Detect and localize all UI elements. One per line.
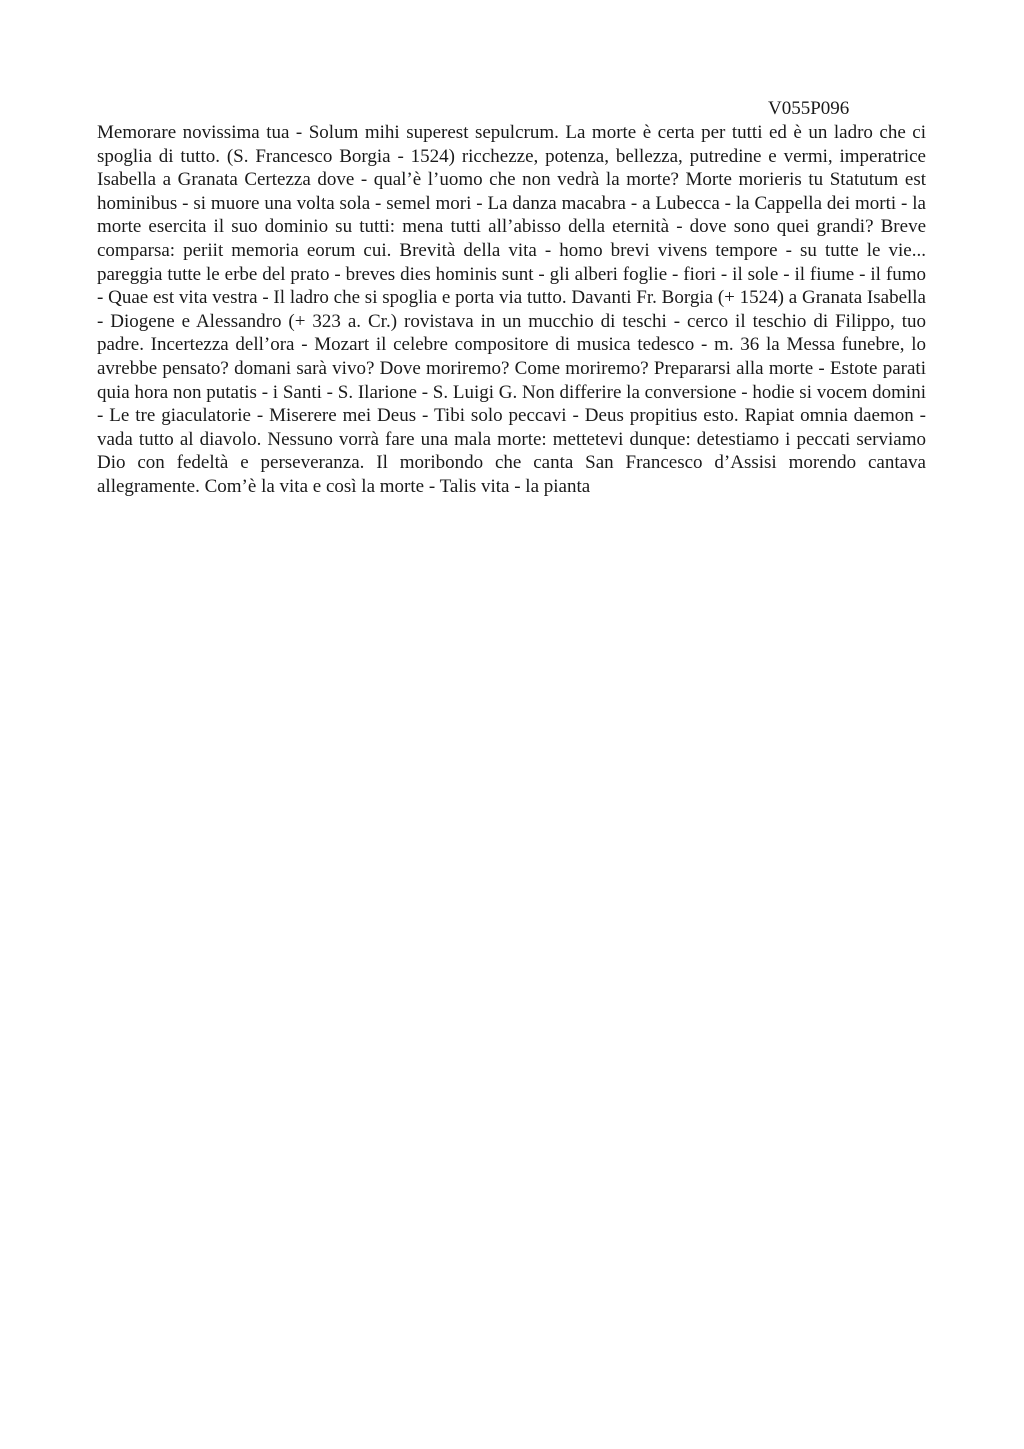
body-paragraph: Memorare novissima tua - Solum mihi superest sepulcrum. La morte è certa per tutti ed è un ladro che ci spoglia di tutto. (S. Francesco Borgia - 1524) ricchezze, potenza, bellezza, putredine e vermi, imperatrice Isabella a Granata Certezza dove - qual’è l’uomo che non vedrà la morte? Morte morieris tu Statutum est hominibus - si muore una volta sola - semel mori - La danza macabra - a Lubecca - la Cappella dei morti - la morte esercita il suo dominio su tutti: mena tutti all’abisso della eternità - dove sono quei grandi? Breve comparsa: periit memoria eorum cui. Brevità della vita - homo brevi vivens tempore - su tutte le vie... pareggia tutte le erbe del prato - breves dies hominis sunt - gli alberi foglie - fiori - il sole - il fiume - il fumo - Quae est vita vestra - Il ladro che si spoglia e porta via tutto. Davanti Fr. Borgia (+ 1524) a Granata Isabella - Diogene e Alessandro (+ 323 a. Cr.) rovistava in un mucchio di teschi - cerco il teschio di Filippo, tuo padre. Incertezza dell’ora - Mozart il celebre compositore di musica tedesco - m. 36 la Messa funebre, lo avrebbe pensato? domani sarà vivo? Dove moriremo? Come moriremo? Prepararsi alla morte - Estote parati quia hora non putatis - i Santi - S. Ilarione - S. Luigi G. Non differire la conversione - hodie si vocem domini - Le tre giaculatorie - Miserere mei Deus - Tibi solo peccavi - Deus propitius esto. Rapiat omnia daemon - vada tutto al diavolo. Nessuno vorrà fare una mala morte: mettetevi dunque: detestiamo i peccati serviamo Dio con fedeltà e perseveranza. Il moribondo che canta San Francesco d’Assisi morendo cantava allegramente. Com’è la vita e così la morte - Talis vita - la pianta — [97, 122, 926, 497]
page-code: V055P096 — [768, 98, 850, 119]
